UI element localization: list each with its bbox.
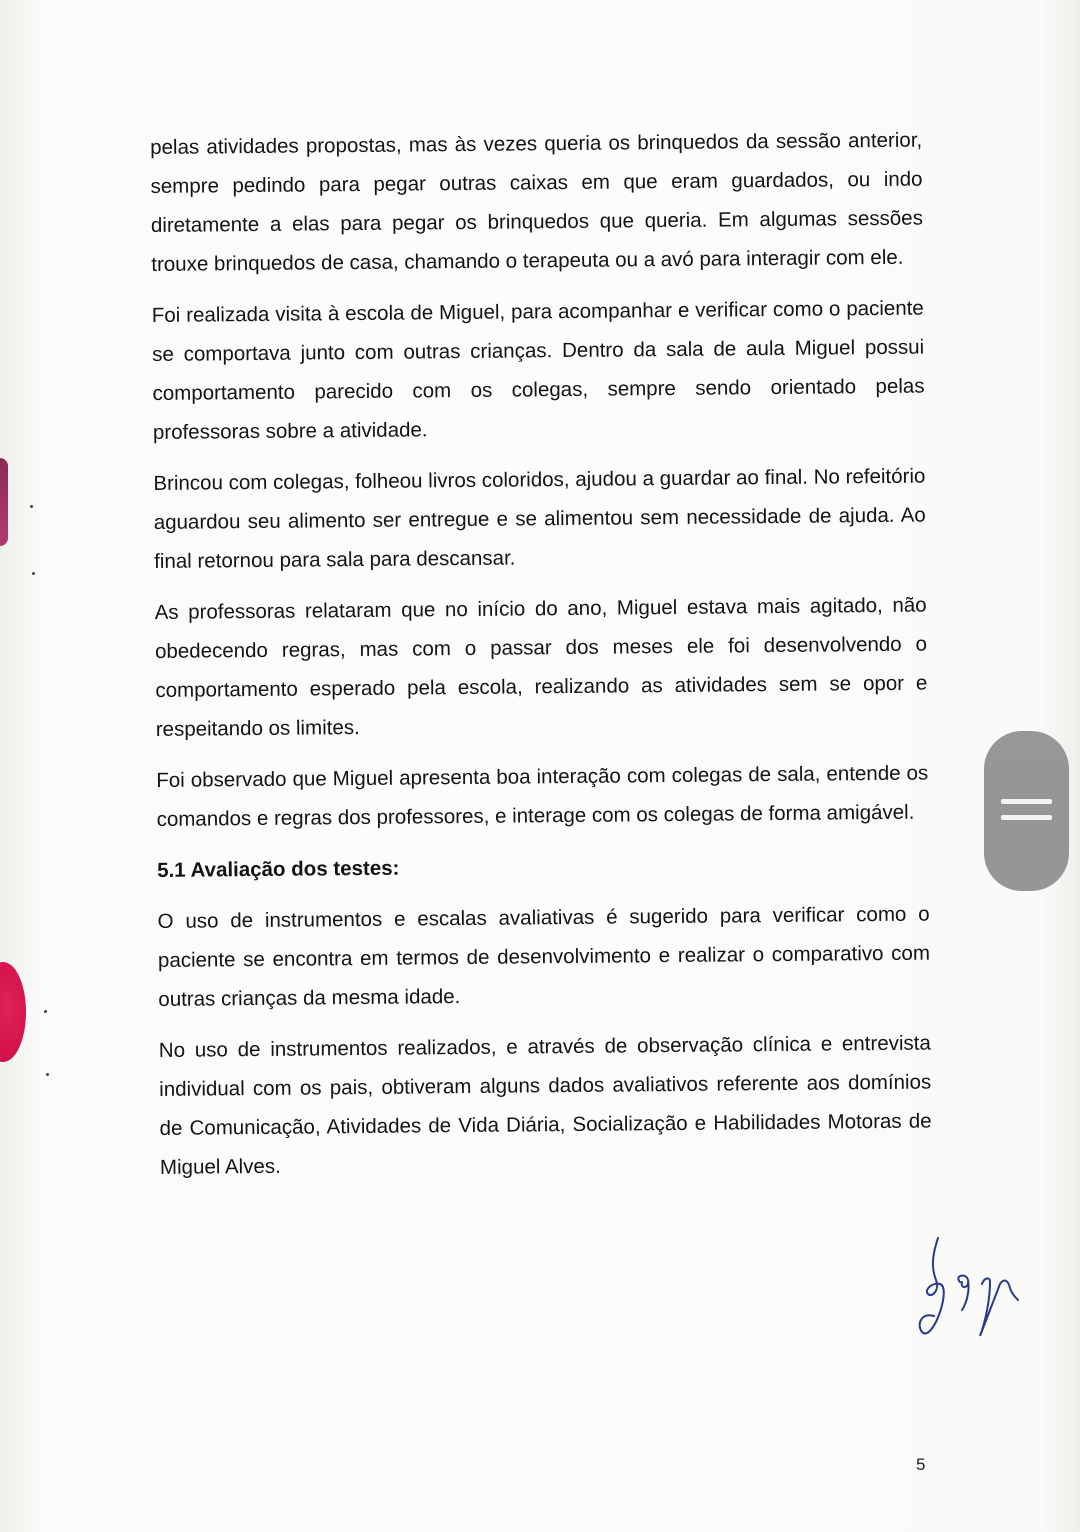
paragraph: pelas atividades propostas, mas às vezes queria os brinquedos da sessão anterior, sempre pedindo para pegar outras caixas em que eram guardados, ou indo diretamente a elas para pegar os brinquedos que queria. Em algumas sessões trouxe brinquedos de casa, chamando o terapeuta ou a avó para interagir com ele.: [150, 128, 924, 276]
paragraph: Foi observado que Miguel apresenta boa interação com colegas de sala, entende os comandos e regras dos professores, e interage com os colegas de forma amigável.: [156, 761, 929, 831]
speck: [44, 1010, 47, 1013]
document-body: [150, 121, 932, 1199]
page-number: 5: [916, 1455, 926, 1474]
drag-handle-icon: [1001, 815, 1052, 820]
speck: [32, 572, 35, 575]
paragraph: No uso de instrumentos realizados, e através de observação clínica e entrevista individual com os pais, obtiveram alguns dados avaliativos referente aos domínios de Comunicação, Atividades de Vida Diária, Socialização e Habilidades Motoras de Miguel Alves.: [158, 1031, 932, 1179]
drag-handle-icon: [1001, 799, 1052, 804]
edge-mark-purple: [0, 458, 8, 546]
paragraph: Brincou com colegas, folheou livros coloridos, ajudou a guardar ao final. No refeitório aguardou seu alimento ser entregue e se alimentou sem necessidade de ajuda. Ao final retornou para sala para descansar.: [153, 464, 926, 573]
scroll-handle[interactable]: [984, 731, 1069, 891]
paragraph: Foi realizada visita à escola de Miguel, para acompanhar e verificar como o paciente se comportava junto com outras crianças. Dentro da sala de aula Miguel possui comportamento parecido com os colegas, sempre sendo orientado pelas professoras sobre a atividade.: [151, 296, 925, 444]
section-heading: 5.1 Avaliação dos testes:: [157, 856, 400, 882]
edge-mark-red: [0, 962, 26, 1062]
paragraph: As professoras relataram que no início do ano, Miguel estava mais agitado, não obedecendo regras, mas com o passar dos meses ele foi desenvolvendo o comportamento esperado pela escola, realizando as atividades sem se opor e respeitando os limites.: [154, 593, 928, 741]
paragraph: O uso de instrumentos e escalas avaliativas é sugerido para verificar como o paciente se encontra em termos de desenvolvimento e realizar o comparativo com outras crianças da mesma idade.: [157, 902, 931, 1011]
speck: [30, 505, 33, 508]
speck: [46, 1073, 49, 1076]
signature: [910, 1220, 1025, 1350]
